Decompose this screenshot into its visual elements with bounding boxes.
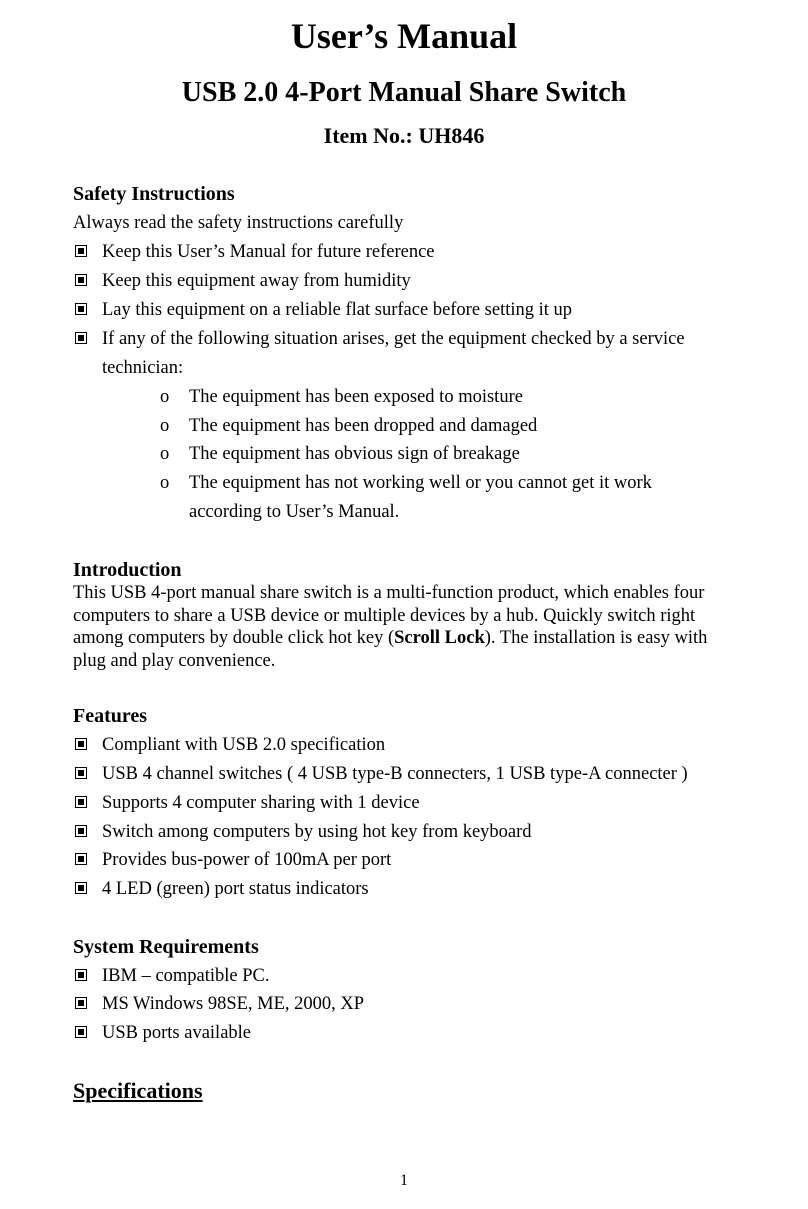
page-number: 1 [400,1172,408,1189]
intro-line: plug and play convenience. [73,650,276,671]
document-title: User’s Manual [290,16,518,56]
square-bullet-icon [75,303,87,315]
circle-bullet-icon: o [160,473,170,493]
square-bullet-icon [75,969,87,981]
square-bullet-icon [75,332,87,344]
item-number: Item No.: UH846 [323,123,485,148]
square-bullet-icon [75,825,87,837]
square-bullet-icon [75,997,87,1009]
square-bullet-icon [75,853,87,865]
specifications-heading: Specifications [73,1078,203,1103]
square-bullet-icon [75,1026,87,1038]
square-bullet-icon [75,767,87,779]
safety-heading: Safety Instructions [73,183,235,205]
square-bullet-icon [75,882,87,894]
requirements-heading: System Requirements [73,936,259,958]
intro-line: computers to share a USB device or multiple devices by a hub. Quickly switch right [73,605,696,626]
safety-intro: Always read the safety instructions carefully [73,213,404,233]
square-bullet-icon [75,274,87,286]
introduction-paragraph [73,582,743,672]
document-subtitle: USB 2.0 4-Port Manual Share Switch [181,77,627,108]
circle-bullet-icon: o [160,444,170,464]
circle-bullet-icon: o [160,387,170,407]
square-bullet-icon [75,245,87,257]
introduction-heading: Introduction [73,559,182,581]
features-heading: Features [73,705,148,727]
intro-line: This USB 4-port manual share switch is a multi-function product, which enables four [73,583,705,603]
square-bullet-icon [75,796,87,808]
intro-line: among computers by double click hot key (Scroll Lock). The installation is easy with [73,628,708,648]
circle-bullet-icon: o [160,416,170,436]
square-bullet-icon [75,738,87,750]
hotkey-name: Scroll Lock [394,628,485,648]
